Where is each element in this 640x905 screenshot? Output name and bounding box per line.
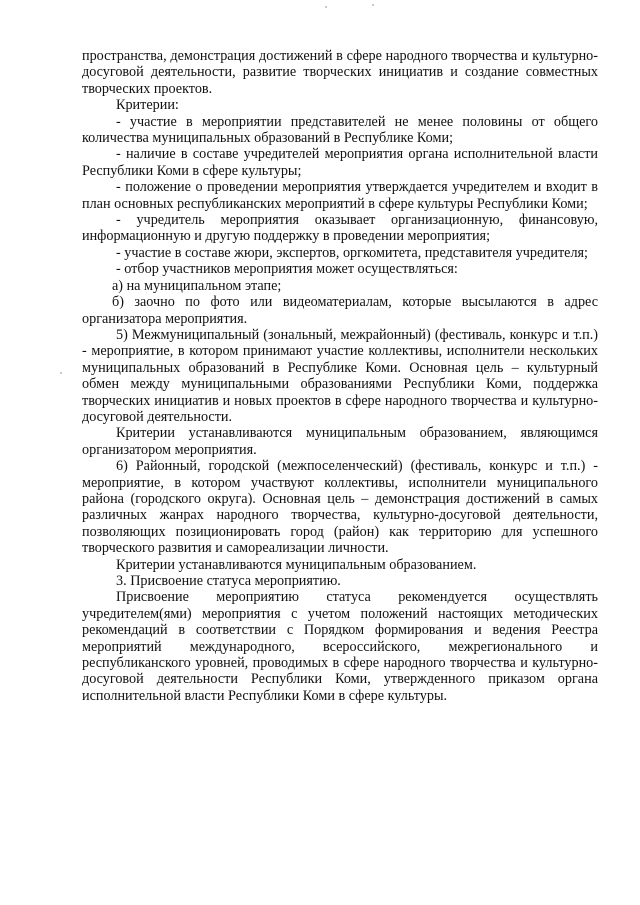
paragraph-option-b: б) заочно по фото или видеоматериалам, которые высылаются в адрес организатора мероприятия. bbox=[82, 294, 598, 327]
paragraph-criterion-3: - положение о проведении мероприятия утверждается учредителем и входит в план основных республиканских мероприятий в сфере культуры Республики Коми; bbox=[82, 179, 598, 212]
paragraph-status-assignment: Присвоение мероприятию статуса рекомендуется осуществлять учредителем(ями) мероприятия с учетом положений настоящих методических рекомендаций в соответствии с Порядком формирования и ведения Реестра мероприятий международного, всероссийского, межрегионального и республиканского уровней, проводимых в сфере народного творчества и культурно-досуговой деятельности Республики Коми, утвержденного приказом органа исполнительной власти Республики Коми в сфере культуры. bbox=[82, 589, 598, 704]
paragraph-item-6-criteria: Критерии устанавливаются муниципальным образованием. bbox=[116, 556, 477, 573]
paragraph-criterion-1: - участие в мероприятии представителей не менее половины от общего количества муниципальных образований в Республике Коми; bbox=[82, 113, 598, 147]
paragraph-criteria-heading: Критерии: bbox=[116, 97, 179, 114]
scan-speck bbox=[60, 372, 62, 374]
scan-speck bbox=[372, 4, 374, 6]
section-heading-3: 3. Присвоение статуса мероприятию. bbox=[116, 573, 341, 589]
document-body bbox=[82, 48, 598, 704]
paragraph-option-a: а) на муниципальном этапе; bbox=[112, 277, 282, 294]
paragraph-intro-continuation: пространства, демонстрация достижений в сфере народного творчества и культурно-досуговой деятельности, развитие творческих инициатив и создание совместных творческих проектов. bbox=[82, 48, 598, 97]
paragraph-criterion-4: - учредитель мероприятия оказывает организационную, финансовую, информационную и другую поддержку в проведении мероприятия; bbox=[82, 212, 598, 245]
paragraph-item-5-criteria: Критерии устанавливаются муниципальным образованием, являющимся организатором мероприятия. bbox=[82, 425, 598, 458]
paragraph-criterion-5: - участие в составе жюри, экспертов, оргкомитета, представителя учредителя; bbox=[116, 244, 588, 261]
paragraph-criterion-2: - наличие в составе учредителей мероприятия органа исполнительной власти Республики Коми в сфере культуры; bbox=[82, 146, 598, 179]
scan-speck bbox=[325, 6, 327, 8]
paragraph-item-5: 5) Межмуниципальный (зональный, межрайонный) (фестиваль, конкурс и т.п.) - мероприятие, в котором принимают участие коллективы, исполнители нескольких муниципальных образований в Республике Коми. Основная цель – культурный обмен между муниципальными образованиями Республики Коми, поддержка творческих инициатив и новых проектов в сфере народного творчества и культурно-досуговой деятельности. bbox=[82, 326, 598, 425]
paragraph-item-6: 6) Районный, городской (межпоселенческий) (фестиваль, конкурс и т.п.) - мероприятие, в котором участвуют коллективы, исполнители муниципального района (городского округа). Основная цель – демонстрация достижений в самых различных жанрах народного творчества, культурно-досуговой деятельности, позволяющих позиционировать город (район) как территорию для успешного творческого развития и самореализации личности. bbox=[82, 458, 598, 557]
paragraph-criterion-6: - отбор участников мероприятия может осуществляться: bbox=[116, 261, 458, 278]
